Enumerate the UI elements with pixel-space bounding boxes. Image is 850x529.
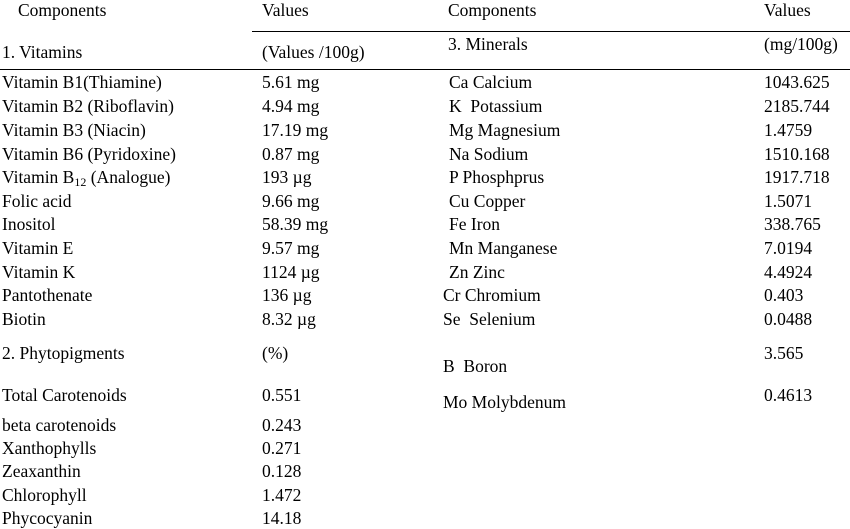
vitamin-value: 58.39 mg (262, 214, 329, 234)
vitamin-name: Inositol (2, 214, 56, 234)
mineral-value: 0.403 (764, 285, 804, 305)
phytopigment-value: 0.243 (262, 415, 302, 435)
phytopigment-name: beta carotenoids (2, 415, 117, 435)
vitamin-name: Vitamin B1(Thiamine) (2, 72, 162, 92)
vitamin-value: 0.87 mg (262, 144, 320, 164)
phytopigment-value: 14.18 (262, 508, 302, 528)
vitamin-name: Vitamin B2 (Riboflavin) (2, 96, 174, 116)
phytopigment-name: Chlorophyll (2, 485, 87, 505)
phytopigment-value: 0.128 (262, 461, 302, 481)
vitamin-name-prefix: Vitamin B (2, 167, 75, 187)
vitamin-value: 1124 µg (262, 262, 320, 282)
vitamins-unit: (Values /100g) (262, 42, 365, 62)
mineral-name: Ca Calcium (449, 72, 533, 92)
right-values-header: Values (764, 0, 811, 20)
vitamin-name (2, 167, 170, 187)
vitamin-value: 193 µg (262, 167, 312, 187)
vitamin-value: 4.94 mg (262, 96, 320, 116)
phytopigment-name: Xanthophylls (2, 438, 97, 458)
mineral-value: 1510.168 (764, 144, 830, 164)
mineral-value: 0.4613 (764, 385, 813, 405)
mineral-value: 7.0194 (764, 238, 813, 258)
vitamins-title: 1. Vitamins (2, 42, 83, 62)
vitamin-name: Vitamin K (2, 262, 76, 282)
vitamin-value: 8.32 µg (262, 309, 316, 329)
phytopigment-value: 1.472 (262, 485, 302, 505)
vitamin-name: Folic acid (2, 191, 72, 211)
vitamin-value: 5.61 mg (262, 72, 320, 92)
mineral-value: 4.4924 (764, 262, 813, 282)
minerals-title: 3. Minerals (448, 34, 528, 54)
vitamin-name: Biotin (2, 309, 46, 329)
vitamin-value: 17.19 mg (262, 120, 329, 140)
mineral-value: 338.765 (764, 214, 821, 234)
mineral-name: Se Selenium (443, 309, 536, 329)
phytopigments-unit: (%) (262, 343, 289, 363)
mineral-name: Fe Iron (449, 214, 501, 234)
vitamin-name: Vitamin E (2, 238, 74, 258)
mineral-name: Mn Manganese (449, 238, 558, 258)
mineral-value: 1.5071 (764, 191, 813, 211)
vitamin-name: Vitamin B3 (Niacin) (2, 120, 146, 140)
mineral-value: 1917.718 (764, 167, 830, 187)
vitamin-name: Pantothenate (2, 285, 93, 305)
phytopigment-name: Total Carotenoids (2, 385, 127, 405)
mineral-name: Mo Molybdenum (443, 392, 566, 412)
left-components-header: Components (18, 0, 107, 20)
mineral-name: K Potassium (449, 96, 543, 116)
mineral-value: 3.565 (764, 343, 804, 363)
vitamin-name-suffix: (Analogue) (86, 167, 171, 187)
left-values-header: Values (262, 0, 309, 20)
phytopigment-value: 0.271 (262, 438, 302, 458)
mineral-value: 2185.744 (764, 96, 830, 116)
phytopigment-name: Phycocyanin (2, 508, 93, 528)
mineral-value: 1043.625 (764, 72, 830, 92)
phytopigments-title: 2. Phytopigments (2, 343, 125, 363)
phytopigment-name: Zeaxanthin (2, 461, 81, 481)
mineral-name: Mg Magnesium (449, 120, 561, 140)
phytopigment-value: 0.551 (262, 385, 302, 405)
mineral-name: B Boron (443, 356, 508, 376)
mineral-name: P Phosphprus (449, 167, 545, 187)
mineral-name: Cr Chromium (443, 285, 541, 305)
mineral-name: Na Sodium (449, 144, 529, 164)
vitamin-value: 136 µg (262, 285, 312, 305)
header-rule (252, 31, 850, 32)
right-components-header: Components (448, 0, 537, 20)
vitamin-value: 9.66 mg (262, 191, 320, 211)
mineral-value: 0.0488 (764, 309, 813, 329)
mineral-value: 1.4759 (764, 120, 813, 140)
mineral-name: Cu Copper (449, 191, 526, 211)
vitamin-value: 9.57 mg (262, 238, 320, 258)
mineral-name: Zn Zinc (449, 262, 505, 282)
vitamin-name: Vitamin B6 (Pyridoxine) (2, 144, 176, 164)
section-rule (0, 69, 850, 70)
minerals-unit: (mg/100g) (764, 34, 838, 54)
vitamin-name-subscript: 12 (74, 175, 87, 189)
